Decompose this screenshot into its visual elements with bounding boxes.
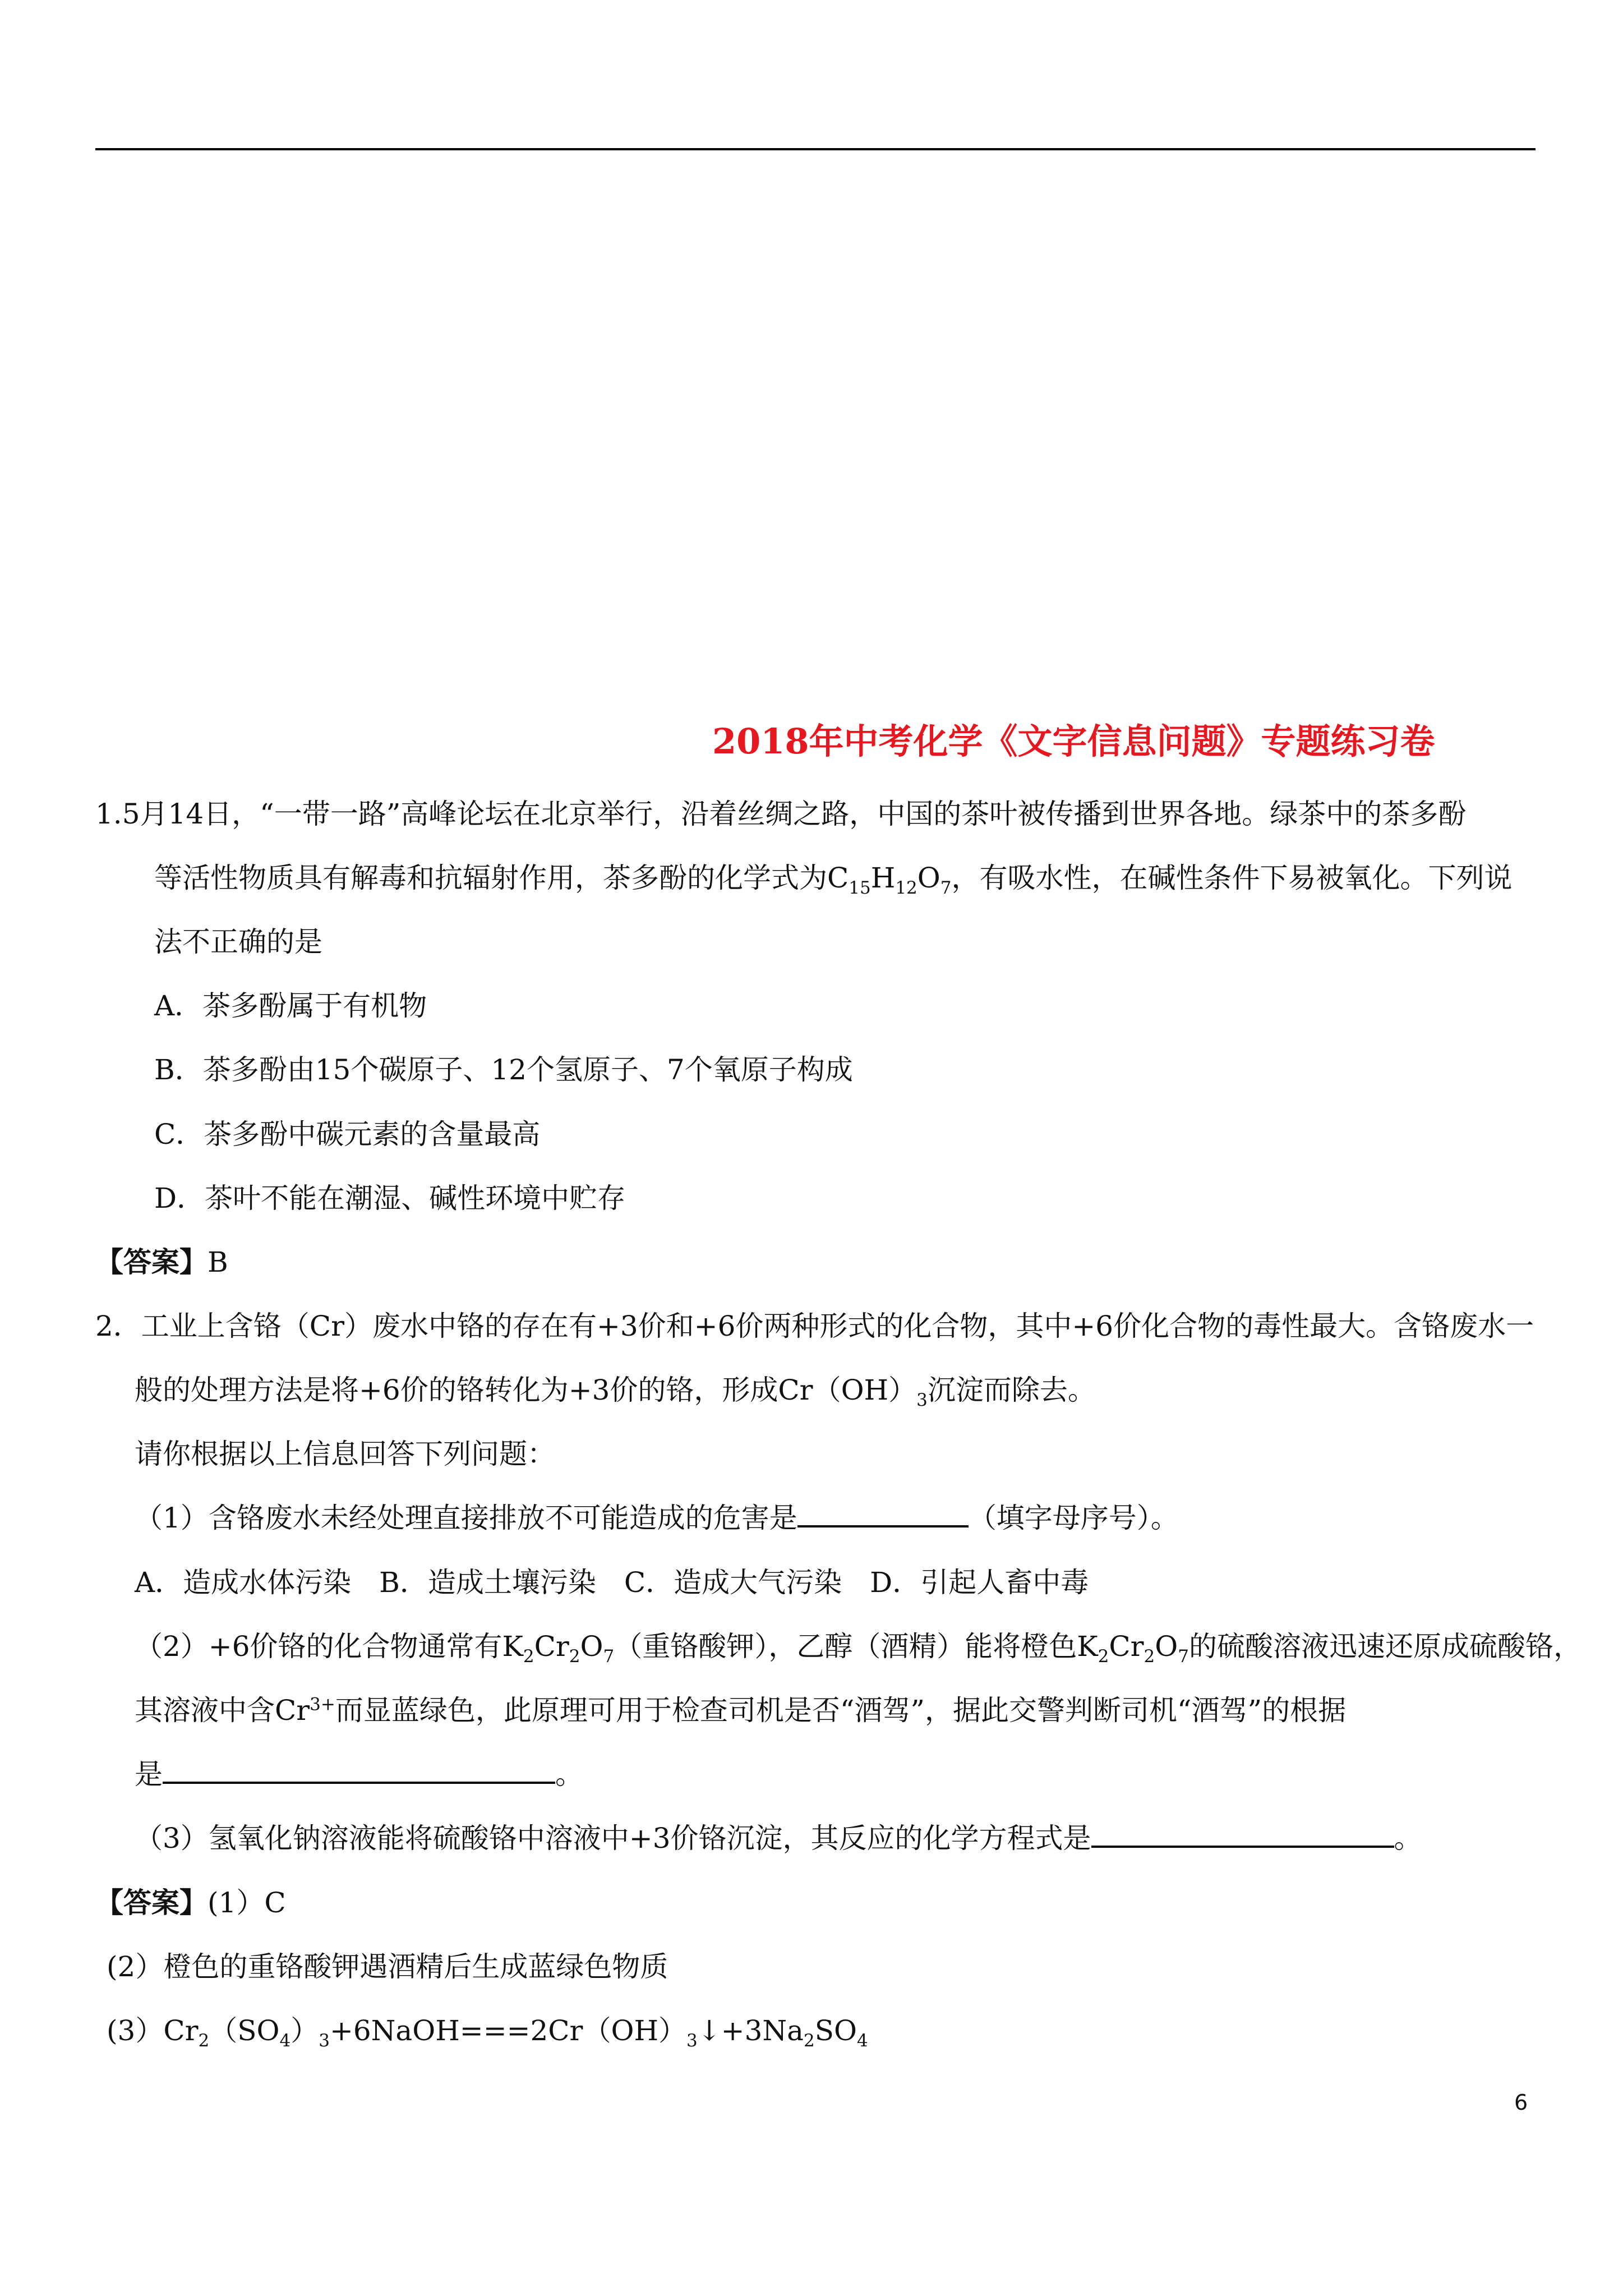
q2-sub2-line-3: 是 。 — [135, 1755, 583, 1794]
q2-sub3: （3）氢氧化钠溶液能将硫酸铬中溶液中+3价铬沉淀，其反应的化学方程式是 。 — [135, 1819, 1422, 1858]
q1-option-d: D．茶叶不能在潮湿、碱性环境中贮存 — [154, 1182, 626, 1214]
q2-line-2: 般的处理方法是将+6价的铬转化为+3价的铬，形成$Cr(OH)_3$沉淀而除去。 — [135, 1374, 1096, 1410]
answer-blank-1[interactable] — [797, 1499, 969, 1527]
q2-sub2-line-2: 其溶液中含$Cr^{3+}$而显蓝绿色，此原理可用于检查司机是否“酒驾”，据此交警判断司机“酒驾”的根据 — [135, 1694, 1347, 1727]
q1-option-a: A．茶多酚属于有机物 — [154, 990, 427, 1022]
q1-answer-value: B — [208, 1246, 228, 1278]
tea-polyphenol-formula: $C_{15}H_{12}O_7$ — [827, 862, 952, 898]
q2-line-3: 请你根据以上信息回答下列问题： — [135, 1438, 555, 1470]
q1-line-2 — [154, 858, 1513, 898]
header-rule — [95, 148, 1536, 150]
q1-answer — [95, 1243, 228, 1282]
q1-line-3: 法不正确的是 — [154, 926, 322, 958]
answer-label: 【答案】 — [95, 1886, 208, 1919]
q1-line-2-pre: 等活性物质具有解毒和抗辐射作用，茶多酚的化学式为 — [154, 862, 827, 894]
q1-option-b: B．茶多酚由15个碳原子、12个氢原子、7个氧原子构成 — [154, 1053, 853, 1086]
q2-line-1: 2．工业上含铬（Cr）废水中铬的存在有+3价和+6价两种形式的化合物，其中+6价化合物的毒性最大。含铬废水一 — [95, 1310, 1534, 1342]
answer-blank-3[interactable] — [1091, 1820, 1394, 1848]
q2-answer-3: $(3)Cr_2(SO_4)_3+6NaOH===2Cr(OH)_3↓+3Na_2SO_4$ — [107, 2014, 868, 2051]
q1-option-c: C．茶多酚中碳元素的含量最高 — [154, 1118, 541, 1151]
q2-sub2-line-1: （2）+6价铬的化合物通常有$K_2Cr_2O_7$（重铬酸钾），乙醇（酒精）能将橙色$K_2Cr_2O_7$的硫酸溶液迅速还原成硫酸铬， — [135, 1630, 1581, 1667]
q1-line-2-post: ，有吸水性，在碱性条件下易被氧化。下列说 — [951, 862, 1513, 894]
q2-answer-2: (2）橙色的重铬酸钾遇酒精后生成蓝绿色物质 — [107, 1950, 668, 1983]
page-number: 6 — [1514, 2090, 1528, 2115]
q2-sub1: （1）含铬废水未经处理直接排放不可能造成的危害是 （填字母序号）。 — [135, 1498, 1179, 1538]
q1-line-1: 1.5月14日，“一带一路”高峰论坛在北京举行，沿着丝绸之路，中国的茶叶被传播到世界各地。绿茶中的茶多酚 — [95, 798, 1467, 830]
q2-answer-1: 【答案】(1）C — [95, 1886, 286, 1919]
answer-label: 【答案】 — [95, 1245, 208, 1278]
answer-blank-2[interactable] — [163, 1756, 555, 1784]
page-title: 2018年中考化学《文字信息问题》专题练习卷 — [712, 721, 1435, 762]
q2-sub1-options: A．造成水体污染 B．造成土壤污染 C．造成大气污染 D．引起人畜中毒 — [135, 1566, 1089, 1599]
